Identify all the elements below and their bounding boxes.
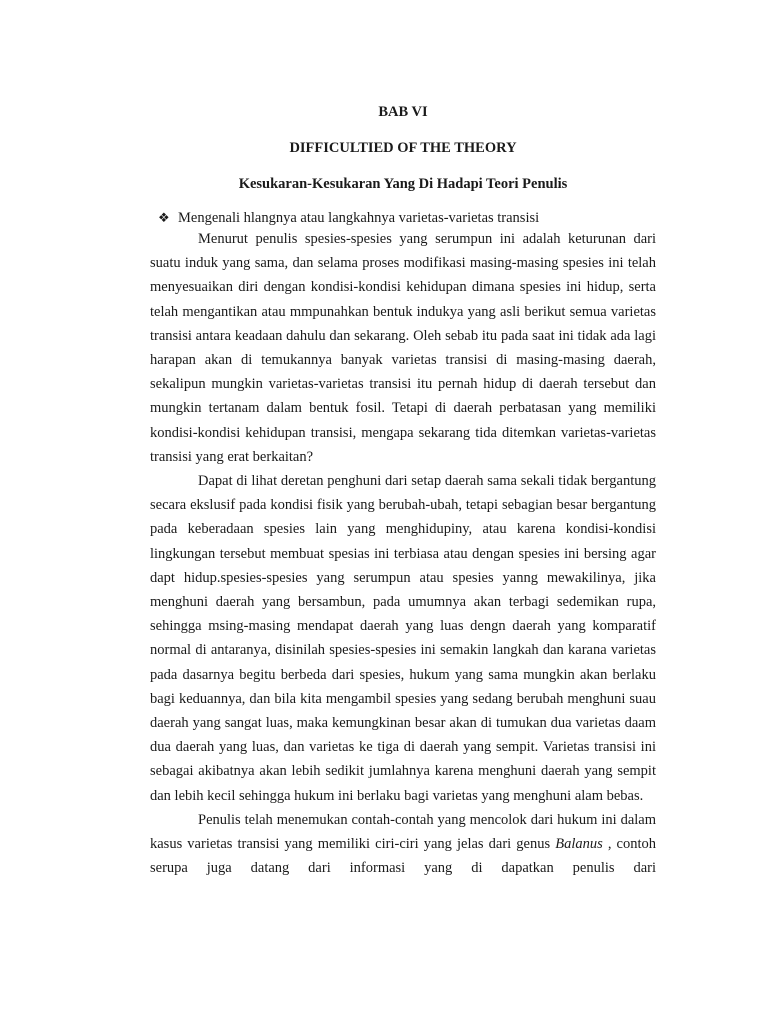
paragraph-1: Menurut penulis spesies-spesies yang serumpun ini adalah keturunan dari suatu induk yang sama, dan selama proses modifikasi masing-masing spesies ini telah menyesuaikan diri dengan kondisi-kondisi kehidupan dimana spesies ini hidup, serta telah mengantikan atau mmpunahkan bentuk indukya yang asli berikut semua varietas transisi antara keadaan dahulu dan sekarang. Oleh sebab itu pada saat ini tidak ada lagi harapan akan di temukannya banyak varietas transisi di masing-masing daerah, sekalipun mungkin varietas-varietas transisi itu pernah hidup di daerah tersebut dan mungkin tertanam dalam bentuk fosil. Tetapi di daerah perbatasan yang memiliki kondisi-kondisi kehidupan transisi, mengapa sekarang tida ditemkan varietas-varietas transisi yang erat berkaitan? [150,231,656,465]
bullet-text: Mengenali hlangnya atau langkahnya varietas-varietas transisi [178,210,540,226]
paragraph-3-text: Penulis telah menemukan contah-contah yang mencolok dari hukum ini dalam kasus varietas transisi yang memiliki ciri-ciri yang jelas dari genus [150,811,656,853]
diamond-bullet-icon: ❖ [158,210,170,225]
bullet-point [158,208,658,228]
chapter-title: DIFFICULTIED OF THE THEORY [289,140,517,156]
paragraph-3 [150,808,656,881]
chapter-label: BAB VI [378,104,428,120]
paragraph-2: Dapat di lihat deretan penghuni dari setap daerah sama sekali tidak bergantung secara ekslusif pada kondisi fisik yang berubah-ubah, tetapi sebagian besar bergantung pada keberadaan spesies lain yang menghidupiny, atau karena kondisi-kondisi lingkungan tersebut membuat spesias ini terbiasa atau dengan spesies ini bersing agar dapt hidup.spesies-spesies yang serumpun atau spesies yanng mewakilinya, jika menghuni daerah yang bersambun, pada umumnya akan terbagi sedemikan rupa, sehingga msing-masing mendapat daerah yang luas dengn daerah yang komparatif normal di antaranya, disinilah spesies-spesies ini semakin langkah dan karana varietas pada dasarnya begitu berbeda dari spesies, hukum yang sama mungkin akan berlaku bagi keduannya, dan bila kita mengambil spesies yang sedang berubah menghuni suau daerah yang sangat luas, maka kemungkinan besar akan di tumukan dua varietas daam dua daerah yang luas, dan varietas ke tiga di daerah yang sempit. Varietas transisi ini sebagai akibatnya akan lebih sedikit jumlahnya karena menghuni daerah yang sempit dan lebih kecil sehingga hukum ini berlaku bagi varietas yang menghuni alam bebas. [150,473,656,804]
paragraph-3-continuation: , contoh serupa juga datang dari informasi yang di dapatkan penulis dari [150,836,657,877]
body-text [150,227,656,880]
chapter-subtitle: Kesukaran-Kesukaran Yang Di Hadapi Teori Penulis [238,176,568,192]
genus-name: Balanus [555,836,603,853]
